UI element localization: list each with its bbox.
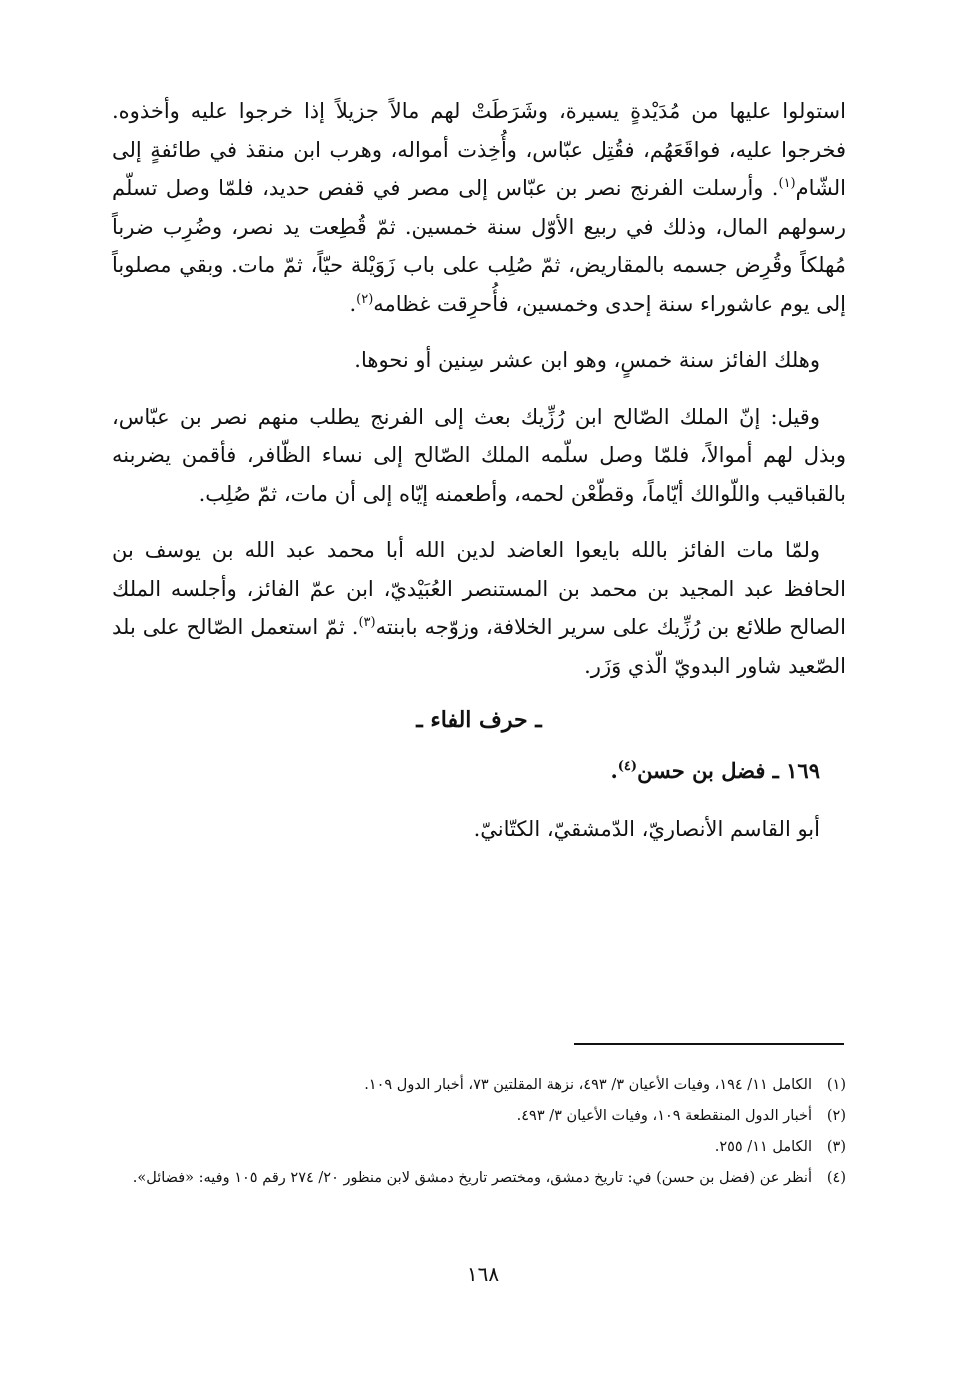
footnote-ref-2: (٢) <box>356 291 374 307</box>
footnote-text: الكامل ١١/ ١٩٤، وفيات الأعيان ٣/ ٤٩٣، نزهة المقلتين ٧٣، أخبار الدول ١٠٩. <box>364 1077 812 1093</box>
paragraph-text: وقيل: إنّ الملك الصّالح ابن رُزِّيك بعث إلى الفرنج يطلب منهم نصر بن عبّاس، وبذل لهم أموالاً، فلمّا وصل سلّمه الملك الصّالح إلى نساء الظّافر، فأقمن يضربنه بالقباقيب واللّوالك أيّاماً، وقطّعْن لحمه، وأطعمنه إيّاه إلى أن مات، ثمّ صُلِب. <box>112 404 846 506</box>
paragraph-4 <box>112 531 846 685</box>
page-number: ١٦٨ <box>466 1262 500 1286</box>
entry-title <box>112 751 846 791</box>
footnote-text: أنظر عن (فضل بن حسن) في: تاريخ دمشق، ومختصر تاريخ دمشق لابن منظور ٢٠/ ٢٧٤ رقم ١٠٥ وفيه: «فضائل». <box>132 1170 812 1186</box>
footnote-ref-4: (٤) <box>617 759 638 774</box>
entry-text: أبو القاسم الأنصاريّ، الدّمشقيّ، الكتّانيّ. <box>473 817 820 841</box>
footnote-2 <box>112 1101 846 1132</box>
section-heading: ـ حرف الفاء ـ <box>416 707 542 733</box>
footnotes <box>112 1070 846 1194</box>
footnote-ref-1: (١) <box>778 176 796 191</box>
footnote-1 <box>112 1070 846 1101</box>
main-text <box>112 92 846 849</box>
footnote-number: (٢) <box>826 1108 846 1124</box>
footnote-number: (٣) <box>826 1139 846 1155</box>
footnote-ref-3: (٣) <box>358 615 376 630</box>
paragraph-text: ولمّا مات الفائز بالله بايعوا العاضد لدين الله أبا محمد عبد الله بن يوسف بن الحافظ عبد المجيد بن محمد بن المستنصر العُبَيْديّ، ابن عمّ الفائز، وأجلسه الملك الصالح طلائع بن رُزِّيك على سرير الخلافة، وزوّجه بابنته <box>112 538 846 639</box>
footnote-number: (٤) <box>826 1170 846 1186</box>
paragraph-2 <box>112 341 846 380</box>
paragraph-text: . وأرسلت الفرنج نصر بن عبّاس إلى مصر في قفص حديد، فلمّا وصل تسلّم رسولهم المال، وذلك في ربيع الأوّل سنة خمسين. ثمّ قُطِعت يد نصر، وضُرِب ضرباً مُهلكاً وقُرِض جسمه بالمقاريض، ثمّ صُلِب على باب زَوَيْلة حيّاً، ثمّ مات. وبقي مصلوباً إلى يوم عاشوراء سنة إحدى وخمسين، فأُحرِقت غظامه <box>112 176 846 316</box>
entry-title-text: ١٦٩ ـ فضل بن حسن <box>637 758 820 783</box>
footnote-divider <box>574 1043 844 1045</box>
footnote-text: أخبار الدول المنقطعة ١٠٩، وفيات الأعيان ٣/ ٤٩٣. <box>516 1108 812 1124</box>
paragraph-1 <box>112 92 846 323</box>
paragraph-text: . ثمّ استعمل الصّالح على بلد الصّعيد شاور البدويّ الّذي وَزَر. <box>112 615 846 678</box>
footnote-3 <box>112 1132 846 1163</box>
footnote-text: الكامل ١١/ ٢٥٥. <box>714 1139 812 1155</box>
entry-title-tail: . <box>610 758 618 783</box>
paragraph-text: استولوا عليها من مُدَيْدةٍ يسيرة، وشَرَطَتْ لهم مالاً جزيلاً إذا خرجوا عليه وأخذوه. فخرجوا عليه، فواقَعَهُم، فقُتِل عبّاس، وأُخِذت أمواله، وهرب ابن منقذ في طائفةٍ إلى الشّام <box>112 99 846 200</box>
footnote-4 <box>112 1163 846 1194</box>
paragraph-text: . <box>349 291 357 316</box>
paragraph-3 <box>112 398 846 514</box>
footnote-number: (١) <box>826 1077 846 1093</box>
paragraph-text: وهلك الفائز سنة خمسٍ، وهو ابن عشر سِنين أو نحوها. <box>354 348 820 372</box>
